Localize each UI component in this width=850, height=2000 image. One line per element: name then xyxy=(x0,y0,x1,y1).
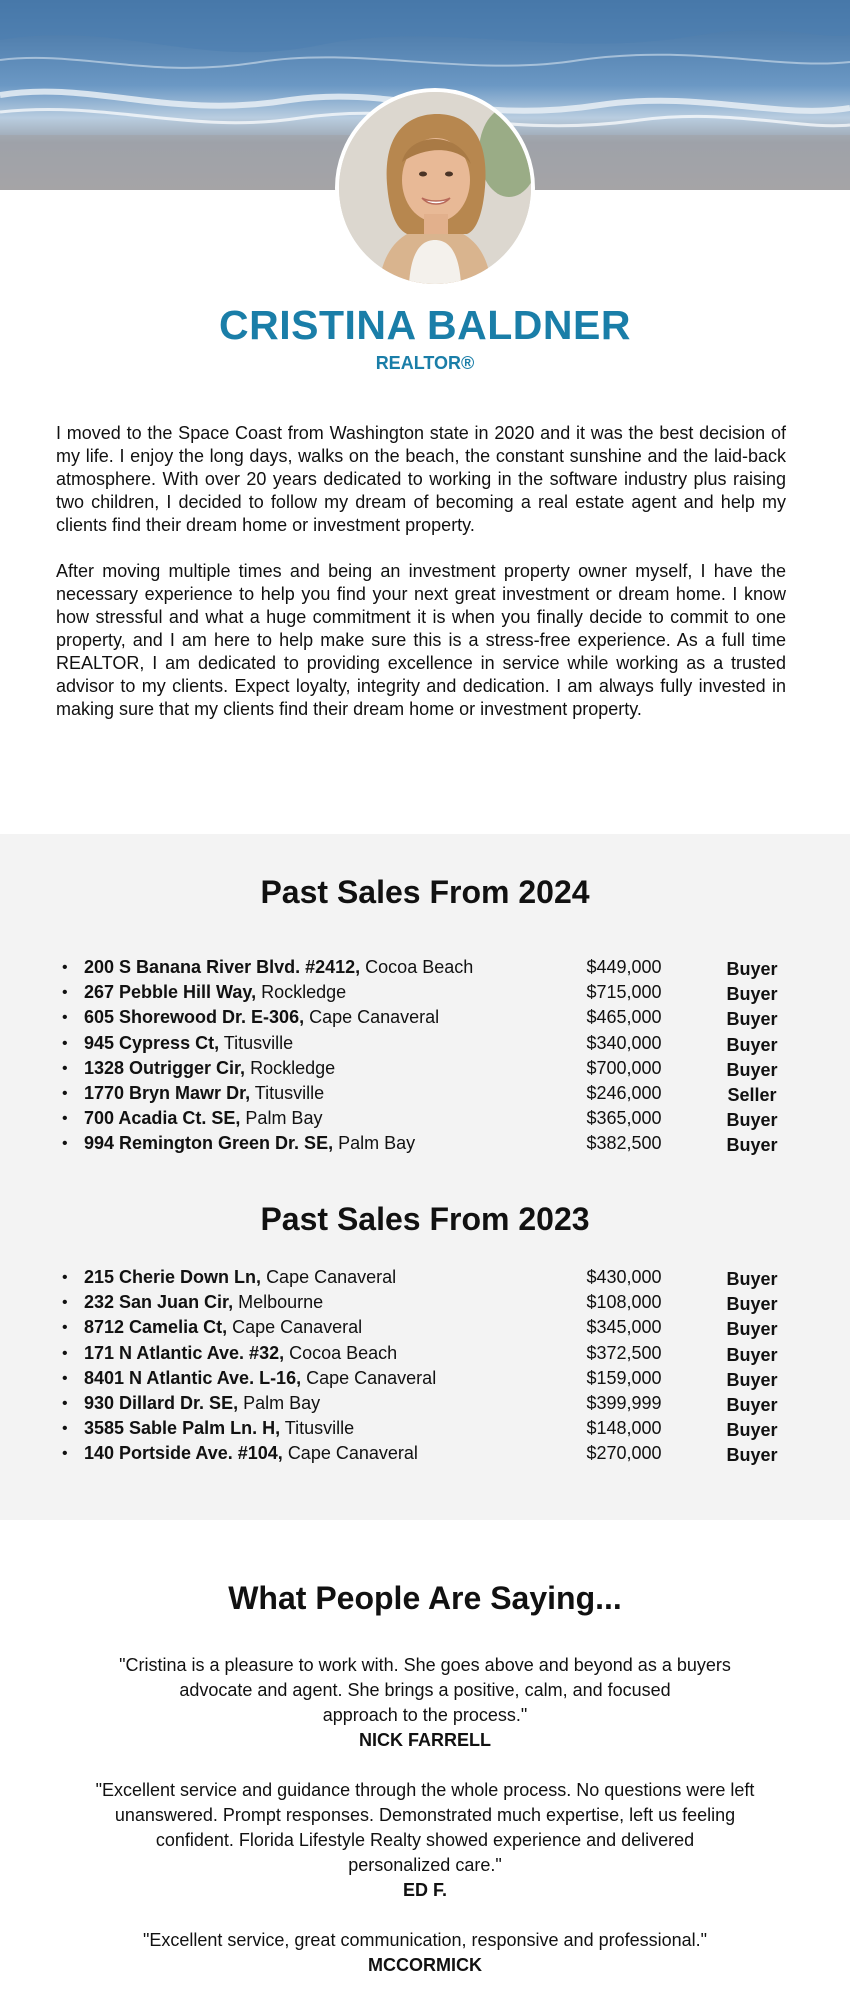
sale-role: Buyer xyxy=(726,959,778,979)
sale-city: Palm Bay xyxy=(243,1392,321,1413)
testimonial-author: ED F. xyxy=(402,1880,447,1900)
sale-row xyxy=(60,1416,800,1441)
sale-price: $700,000 xyxy=(586,1057,662,1078)
sale-role: Buyer xyxy=(726,1420,778,1441)
sale-role: Buyer xyxy=(726,1294,778,1315)
testimonial-quote-line: "Excellent service and guidance through the whole process. No questions were left xyxy=(95,1780,755,1800)
sale-price: $159,000 xyxy=(586,1367,662,1388)
sale-price: $449,000 xyxy=(586,957,662,977)
agent-avatar xyxy=(335,88,535,288)
sale-city: Palm Bay xyxy=(338,1133,416,1154)
sale-role: Buyer xyxy=(726,1034,778,1055)
bio-paragraph: After moving multiple times and being an investment property owner myself, I have the necessary experience to help you find your next great investment or dream home. I know how stressful and what a huge commitment it is when you finally decide to commit to one property, and I am here to help make sure this is a stress-free experience. As a full time REALTOR, I am dedicated to providing excellence in service while working as a trusted advisor to my clients. Expect loyalty, integrity and dedication. I am always fully invested in making sure that my clients find their dream home or investment property. xyxy=(56,561,786,719)
sale-price: $108,000 xyxy=(586,1292,662,1313)
sale-city: Cocoa Beach xyxy=(365,957,474,977)
sale-address xyxy=(84,1031,293,1056)
agent-portrait-image xyxy=(339,92,531,284)
sale-address xyxy=(84,1341,397,1366)
sale-row xyxy=(60,955,800,980)
sale-address xyxy=(84,1441,418,1466)
sale-address xyxy=(84,1005,439,1030)
bullet-icon: • xyxy=(62,1394,68,1412)
sale-street: 945 Cypress Ct, xyxy=(84,1032,220,1053)
testimonials-title: What People Are Saying... xyxy=(228,1580,622,1616)
sale-row xyxy=(60,1031,800,1056)
sale-role: Buyer xyxy=(726,1269,778,1289)
testimonial-quote-line: confident. Florida Lifestyle Realty showed experience and delivered xyxy=(155,1830,695,1850)
testimonial-quote-line: unanswered. Prompt responses. Demonstrated much expertise, left us feeling xyxy=(114,1805,736,1825)
agent-bio xyxy=(56,422,786,744)
sale-row xyxy=(60,1441,800,1466)
sale-street: 267 Pebble Hill Way, xyxy=(84,982,257,1003)
sale-city: Cape Canaveral xyxy=(306,1367,437,1388)
sale-street: 1328 Outrigger Cir, xyxy=(84,1057,246,1078)
bullet-icon: • xyxy=(62,1135,68,1153)
testimonial xyxy=(60,1778,790,1903)
sale-row xyxy=(60,1056,800,1081)
sale-price: $270,000 xyxy=(586,1443,662,1464)
sale-role: Buyer xyxy=(726,1394,778,1415)
sale-street: 3585 Sable Palm Ln. H, xyxy=(84,1418,281,1439)
sales-2023-list xyxy=(60,1265,800,1467)
sale-address xyxy=(84,955,473,980)
agent-name: CRISTINA BALDNER xyxy=(219,302,631,348)
testimonial xyxy=(60,1653,790,1753)
sale-street: 994 Remington Green Dr. SE, xyxy=(84,1133,334,1154)
bullet-icon: • xyxy=(62,1445,68,1463)
sale-street: 215 Cherie Down Ln, xyxy=(84,1267,262,1287)
sale-city: Titusville xyxy=(223,1032,294,1053)
bullet-icon: • xyxy=(62,1319,68,1337)
sale-row xyxy=(60,1341,800,1366)
sale-city: Cape Canaveral xyxy=(232,1317,363,1338)
sale-city: Titusville xyxy=(284,1418,355,1439)
bullet-icon: • xyxy=(62,1294,68,1312)
sales-2023-title: Past Sales From 2023 xyxy=(260,1201,590,1237)
bullet-icon: • xyxy=(62,1110,68,1128)
sale-role: Buyer xyxy=(726,1369,778,1390)
sale-row xyxy=(60,1391,800,1416)
testimonial-author: NICK FARRELL xyxy=(359,1730,491,1750)
sale-price: $345,000 xyxy=(586,1317,662,1338)
sale-city: Rockledge xyxy=(250,1057,336,1078)
sale-address xyxy=(84,1290,323,1315)
sale-price: $465,000 xyxy=(586,1007,662,1028)
bullet-icon: • xyxy=(62,959,68,976)
testimonial-quote-line: personalized care." xyxy=(348,1855,502,1875)
sale-price: $340,000 xyxy=(586,1032,662,1053)
sale-city: Melbourne xyxy=(238,1292,324,1313)
testimonial-quote-line: approach to the process." xyxy=(322,1705,528,1725)
sales-2024-title: Past Sales From 2024 xyxy=(260,874,590,910)
sale-street: 8401 N Atlantic Ave. L-16, xyxy=(84,1367,302,1388)
sales-2024-list xyxy=(60,955,800,1157)
sale-street: 605 Shorewood Dr. E-306, xyxy=(84,1007,305,1028)
sale-row xyxy=(60,1290,800,1315)
bullet-icon: • xyxy=(62,984,68,1002)
sale-street: 140 Portside Ave. #104, xyxy=(84,1443,283,1464)
sale-price: $399,999 xyxy=(586,1392,662,1413)
sale-address xyxy=(84,1131,415,1156)
sale-address xyxy=(84,1106,322,1131)
bullet-icon: • xyxy=(62,1420,68,1438)
sale-city: Cape Canaveral xyxy=(309,1007,440,1028)
sale-price: $372,500 xyxy=(586,1342,662,1363)
sale-street: 930 Dillard Dr. SE, xyxy=(84,1392,239,1413)
agent-title: REALTOR® xyxy=(375,353,475,373)
bio-paragraph: I moved to the Space Coast from Washington state in 2020 and it was the best decision of my life. I enjoy the long days, walks on the beach, the constant sunshine and the laid-back atmosphere. With over 20 years dedicated to working in the software industry plus raising two children, I decided to follow my dream of becoming a real estate agent and help my clients find their dream home or investment property. xyxy=(56,423,786,535)
sale-street: 8712 Camelia Ct, xyxy=(84,1317,228,1338)
sale-role: Buyer xyxy=(726,1110,778,1131)
bullet-icon: • xyxy=(62,1344,68,1362)
testimonial-author: MCCORMICK xyxy=(368,1955,482,1975)
sale-role: Buyer xyxy=(726,1445,778,1466)
bullet-icon: • xyxy=(62,1059,68,1077)
sale-row xyxy=(60,980,800,1005)
sale-address xyxy=(84,1315,362,1340)
sale-row xyxy=(60,1005,800,1030)
sale-role: Buyer xyxy=(726,1009,778,1030)
sale-street: 1770 Bryn Mawr Dr, xyxy=(84,1082,251,1103)
sale-address xyxy=(84,1081,324,1106)
testimonial-quote-line: advocate and agent. She brings a positive, calm, and focused xyxy=(179,1680,671,1700)
sale-street: 700 Acadia Ct. SE, xyxy=(84,1108,241,1129)
sale-row xyxy=(60,1265,800,1290)
sale-address xyxy=(84,980,346,1005)
sale-price: $715,000 xyxy=(586,982,662,1003)
sale-role: Buyer xyxy=(726,1059,778,1080)
sale-price: $382,500 xyxy=(586,1133,662,1154)
sale-address xyxy=(84,1056,335,1081)
bullet-icon: • xyxy=(62,1269,68,1286)
sale-city: Cape Canaveral xyxy=(287,1443,418,1464)
bullet-icon: • xyxy=(62,1369,68,1387)
bullet-icon: • xyxy=(62,1084,68,1102)
sale-address xyxy=(84,1391,320,1416)
sale-row xyxy=(60,1366,800,1391)
testimonial-quote-line: "Cristina is a pleasure to work with. She goes above and beyond as a buyers xyxy=(119,1655,731,1675)
sale-role: Seller xyxy=(727,1084,777,1105)
sale-price: $365,000 xyxy=(586,1108,662,1129)
sale-role: Buyer xyxy=(726,1135,778,1156)
sale-street: 232 San Juan Cir, xyxy=(84,1292,234,1313)
sale-city: Rockledge xyxy=(261,982,347,1003)
sale-street: 171 N Atlantic Ave. #32, xyxy=(84,1342,285,1363)
sale-role: Buyer xyxy=(726,1344,778,1365)
sale-address xyxy=(84,1265,396,1290)
sale-city: Palm Bay xyxy=(245,1108,323,1129)
sale-row xyxy=(60,1106,800,1131)
sale-address xyxy=(84,1366,436,1391)
sale-city: Cocoa Beach xyxy=(289,1342,398,1363)
sale-price: $148,000 xyxy=(586,1418,662,1439)
bullet-icon: • xyxy=(62,1009,68,1027)
bullet-icon: • xyxy=(62,1034,68,1052)
testimonial-quote-line: "Excellent service, great communication, responsive and professional." xyxy=(142,1930,708,1950)
sale-price: $246,000 xyxy=(586,1082,662,1103)
past-sales-section xyxy=(0,834,850,1520)
sale-row xyxy=(60,1315,800,1340)
sale-role: Buyer xyxy=(726,984,778,1005)
testimonial xyxy=(60,1928,790,1978)
sale-role: Buyer xyxy=(726,1319,778,1340)
sale-row xyxy=(60,1131,800,1156)
sale-address xyxy=(84,1416,354,1441)
sale-city: Cape Canaveral xyxy=(266,1267,397,1287)
sale-street: 200 S Banana River Blvd. #2412, xyxy=(84,957,361,977)
sale-price: $430,000 xyxy=(586,1267,662,1287)
sale-city: Titusville xyxy=(254,1082,325,1103)
sale-row xyxy=(60,1081,800,1106)
